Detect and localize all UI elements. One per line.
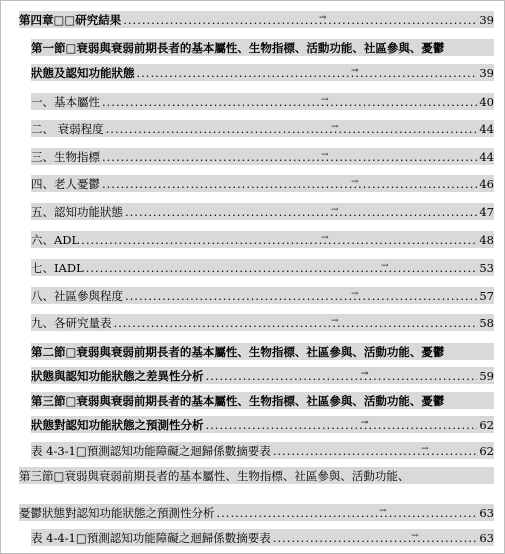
toc-entry-title: 八、社區參與程度 bbox=[31, 288, 123, 303]
toc-entry-title: 狀態與認知功能狀態之差異性分析 bbox=[31, 368, 204, 383]
toc-entry-s2a[interactable] bbox=[31, 343, 494, 360]
toc-entry-i4[interactable] bbox=[31, 175, 494, 192]
dot-leader bbox=[273, 444, 478, 458]
toc-entry-title: 第四章□□研究結果 bbox=[19, 12, 122, 27]
toc-entry-title: 第三節□衰弱與衰弱前期長者的基本屬性、生物指標、社區參與、活動功能、憂鬱 bbox=[31, 393, 445, 408]
dot-leader bbox=[125, 289, 477, 303]
toc-entry-i8[interactable] bbox=[31, 287, 494, 304]
toc-entry-i9[interactable] bbox=[31, 314, 494, 331]
toc-entry-s2b[interactable] bbox=[31, 367, 494, 384]
toc-entry-ch4[interactable] bbox=[19, 11, 494, 28]
tab-arrow-icon: → bbox=[379, 506, 387, 516]
toc-page-number: 46 bbox=[479, 176, 494, 191]
dot-leader bbox=[123, 13, 477, 27]
dot-leader bbox=[125, 205, 477, 219]
dot-leader bbox=[137, 66, 478, 80]
tab-arrow-icon: → bbox=[421, 444, 429, 454]
toc-page-number: 44 bbox=[479, 149, 494, 164]
toc-page-number: 39 bbox=[479, 12, 494, 27]
toc-entry-s1b[interactable] bbox=[31, 64, 494, 81]
toc-page-number: 62 bbox=[479, 417, 494, 432]
dot-leader bbox=[273, 531, 478, 545]
toc-entry-title: 一、基本屬性 bbox=[31, 94, 100, 109]
toc-page-number: 63 bbox=[479, 530, 494, 545]
toc-entry-title: 第一節□衰弱與衰弱前期長者的基本屬性、生物指標、活動功能、社區參與、憂鬱 bbox=[31, 40, 445, 55]
toc-entry-t431[interactable] bbox=[31, 442, 494, 459]
dot-leader bbox=[114, 316, 478, 330]
tab-arrow-icon: → bbox=[321, 95, 329, 105]
toc-entry-title: 二、 衰弱程度 bbox=[31, 121, 104, 136]
toc-entry-i2[interactable] bbox=[31, 120, 494, 137]
toc-page-number: 59 bbox=[479, 368, 494, 383]
toc-entry-i1[interactable] bbox=[31, 93, 494, 110]
toc-entry-t441[interactable] bbox=[31, 529, 494, 546]
dot-leader bbox=[102, 177, 477, 191]
tab-arrow-icon: → bbox=[319, 13, 327, 23]
toc-entry-s3c[interactable] bbox=[19, 467, 494, 484]
tab-arrow-icon: → bbox=[381, 261, 389, 271]
tab-arrow-icon: → bbox=[351, 289, 359, 299]
toc-entry-s1a[interactable] bbox=[31, 39, 494, 56]
toc-entry-i6[interactable] bbox=[31, 231, 494, 248]
toc-entry-title: 四、老人憂鬱 bbox=[31, 176, 100, 191]
toc-entry-i7[interactable] bbox=[31, 259, 494, 276]
dot-leader bbox=[106, 122, 478, 136]
toc-entry-title: 表 4-3-1□預測認知功能障礙之迴歸係數摘要表 bbox=[31, 443, 271, 458]
tab-arrow-icon: → bbox=[361, 418, 369, 428]
tab-arrow-icon: → bbox=[411, 531, 419, 541]
toc-entry-title: 九、各研究量表 bbox=[31, 315, 112, 330]
toc-entry-title: 狀態及認知功能狀態 bbox=[31, 65, 135, 80]
tab-arrow-icon: → bbox=[331, 122, 339, 132]
tab-arrow-icon: → bbox=[351, 177, 359, 187]
toc-entry-title: 狀態對認知功能狀態之預測性分析 bbox=[31, 417, 204, 432]
toc-page-number: 53 bbox=[479, 260, 494, 275]
toc-page-number: 57 bbox=[479, 288, 494, 303]
tab-arrow-icon: → bbox=[331, 205, 339, 215]
toc-entry-title: 第三節□衰弱與衰弱前期長者的基本屬性、生物指標、社區參與、活動功能、 bbox=[19, 468, 410, 483]
dot-leader bbox=[217, 506, 478, 520]
toc-entry-title: 憂鬱狀態對認知功能狀態之預測性分析 bbox=[19, 505, 215, 520]
toc-entry-title: 七、IADL bbox=[31, 260, 84, 275]
dot-leader bbox=[81, 233, 477, 247]
toc-page-number: 63 bbox=[479, 505, 494, 520]
toc-entry-title: 第二節□衰弱與衰弱前期長者的基本屬性、生物指標、社區參與、活動功能、憂鬱 bbox=[31, 344, 445, 359]
dot-leader bbox=[86, 261, 478, 275]
toc-page-number: 40 bbox=[479, 94, 494, 109]
tab-arrow-icon: → bbox=[321, 150, 329, 160]
toc-entry-title: 表 4-4-1□預測認知功能障礙之迴歸係數摘要表 bbox=[31, 530, 271, 545]
toc-page-number: 39 bbox=[479, 65, 494, 80]
dot-leader bbox=[102, 150, 477, 164]
dot-leader bbox=[206, 418, 478, 432]
toc-entry-s3a[interactable] bbox=[31, 392, 494, 409]
tab-arrow-icon: → bbox=[321, 233, 329, 243]
toc-page-number: 62 bbox=[479, 443, 494, 458]
toc-page-number: 47 bbox=[479, 204, 494, 219]
toc-entry-title: 三、生物指標 bbox=[31, 149, 100, 164]
toc-entry-title: 五、認知功能狀態 bbox=[31, 204, 123, 219]
dot-leader bbox=[102, 95, 477, 109]
toc-entry-s3b[interactable] bbox=[31, 416, 494, 433]
toc-entry-s3d[interactable] bbox=[19, 504, 494, 521]
toc-entry-i3[interactable] bbox=[31, 148, 494, 165]
tab-arrow-icon: → bbox=[351, 66, 359, 76]
dot-leader bbox=[206, 369, 478, 383]
toc-page-number: 44 bbox=[479, 121, 494, 136]
tab-arrow-icon: → bbox=[361, 369, 369, 379]
toc-page-number: 58 bbox=[479, 315, 494, 330]
toc-entry-title: 六、ADL bbox=[31, 232, 80, 247]
toc-page-number: 48 bbox=[479, 232, 494, 247]
tab-arrow-icon: → bbox=[331, 316, 339, 326]
toc-entry-i5[interactable] bbox=[31, 203, 494, 220]
